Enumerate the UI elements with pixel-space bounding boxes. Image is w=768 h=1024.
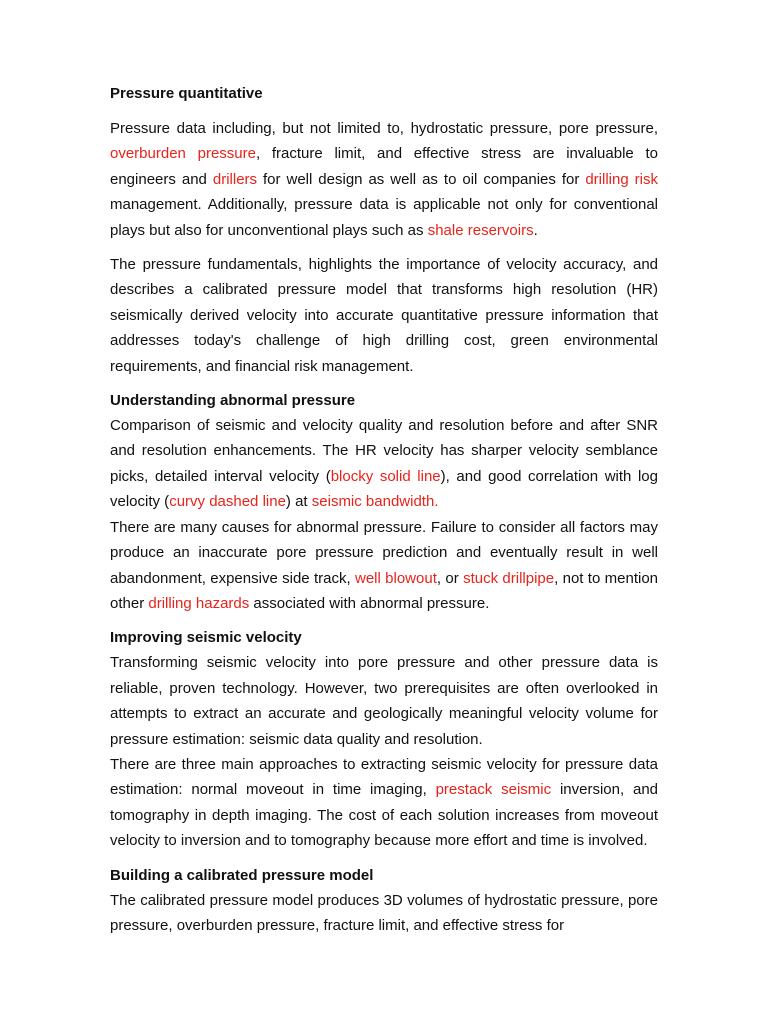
text-run: Comparison of seismic and velocity quality and resolution before and after SNR and resolution enhancements. The HR velocity has sharper velocity semblance picks, detailed interval velocity ( bbox=[110, 417, 658, 485]
text-run: There are three main approaches to extracting seismic velocity for pressure data estimation: normal moveout in time imaging, bbox=[110, 755, 658, 799]
paragraph bbox=[110, 252, 658, 379]
inline-link[interactable]: drilling risk bbox=[585, 170, 658, 188]
text-run: . bbox=[533, 221, 538, 239]
section-heading: Improving seismic velocity bbox=[110, 629, 302, 647]
section-heading: Building a calibrated pressure model bbox=[110, 866, 374, 884]
text-run: , fracture limit, and effective stress are invaluable to engineers and bbox=[110, 145, 658, 188]
text-run: inversion, and tomography in depth imaging. The cost of each solution increases from moveout velocity to inversion and to tomography because more effort and time is involved. bbox=[110, 781, 659, 850]
text-run: , not to mention other bbox=[110, 569, 659, 612]
inline-link[interactable]: prestack seismic bbox=[435, 781, 552, 799]
spacer bbox=[110, 379, 658, 388]
spacer bbox=[110, 616, 658, 625]
text-run: ) at bbox=[285, 493, 312, 511]
text-run: associated with abnormal pressure. bbox=[249, 594, 490, 612]
paragraph bbox=[110, 413, 658, 515]
paragraph bbox=[110, 515, 658, 617]
spacer bbox=[110, 854, 658, 863]
inline-link[interactable]: stuck drillpipe bbox=[463, 569, 555, 587]
section-heading: Pressure quantitative bbox=[110, 85, 263, 102]
text-run: management. Additionally, pressure data is applicable not only for conventional plays but also for unconventional plays such as bbox=[110, 196, 658, 239]
inline-link[interactable]: drillers bbox=[212, 170, 258, 188]
paragraph bbox=[110, 650, 658, 752]
inline-link[interactable]: shale reservoirs bbox=[427, 221, 534, 239]
section-building-calibrated-pressure-model bbox=[110, 863, 658, 939]
text-run: for well design as well as to oil companies for bbox=[257, 170, 586, 188]
text-run: ), and good correlation with log velocity ( bbox=[110, 467, 658, 511]
inline-link[interactable]: curvy dashed line bbox=[169, 493, 286, 511]
text-run: There are many causes for abnormal pressure. Failure to consider all factors may produce an inaccurate pore pressure prediction and eventually result in well abandonment, expensive side track, bbox=[110, 518, 658, 587]
section-pressure-quantitative bbox=[110, 81, 658, 379]
spacer bbox=[110, 106, 658, 116]
section-understanding-abnormal-pressure bbox=[110, 388, 658, 616]
paragraph bbox=[110, 888, 658, 939]
section-improving-seismic-velocity bbox=[110, 625, 658, 853]
section-heading: Understanding abnormal pressure bbox=[110, 392, 356, 410]
paragraph bbox=[110, 752, 658, 854]
inline-link[interactable]: blocky solid line bbox=[330, 467, 441, 485]
text-run: The pressure fundamentals, highlights the importance of velocity accuracy, and describes a calibrated pressure model that transforms high resolution (HR) seismically derived velocity into accurate quantitative pressure information that addresses today's challenge of high drilling cost, green environmental requirements, and financial risk management. bbox=[110, 256, 658, 375]
spacer bbox=[110, 243, 658, 252]
inline-link[interactable]: well blowout bbox=[354, 569, 437, 587]
inline-link[interactable]: drilling hazards bbox=[148, 594, 250, 612]
paragraph bbox=[110, 116, 658, 243]
text-run: The calibrated pressure model produces 3D volumes of hydrostatic pressure, pore pressure, overburden pressure, fracture limit, and effective stress for bbox=[110, 891, 658, 934]
text-run: , or bbox=[436, 569, 464, 587]
inline-link[interactable]: overburden pressure bbox=[110, 145, 256, 163]
text-run: Transforming seismic velocity into pore pressure and other pressure data is reliable, proven technology. However, two prerequisites are often overlooked in attempts to extract an accurate and geologically meaningful velocity volume for pressure estimation: seismic data quality and resolution. bbox=[110, 654, 658, 748]
text-run: Pressure data including, but not limited to, hydrostatic pressure, pore pressure, bbox=[110, 120, 658, 137]
inline-link[interactable]: seismic bandwidth. bbox=[311, 493, 439, 511]
document-page bbox=[110, 81, 658, 938]
